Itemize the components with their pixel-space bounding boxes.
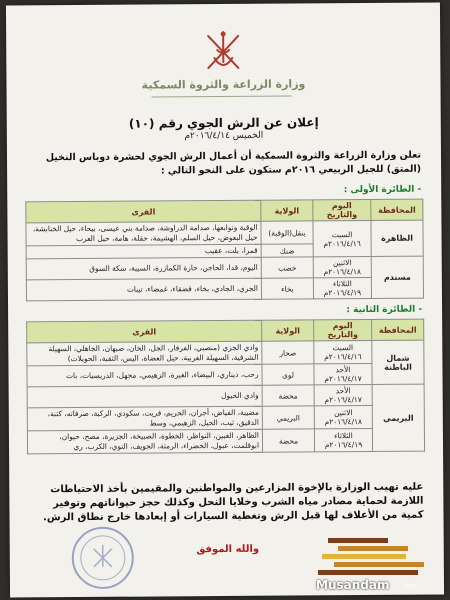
ministry-stamp-icon [68,523,138,593]
villages-cell: اليوم، قدا، الحاجن، حارة الكمازرة، السيبة، سكة السوق [26,257,261,280]
table-row [26,256,423,280]
col-wilayat: الولاية [262,320,314,341]
wilayat-cell: ينقل(الوقبة) [261,221,313,244]
announcement-title: إعلان عن الرش الجوي رقم (١٠) [128,115,319,131]
date-cell: الأحد ٢٠١٦/٤/١٧م [314,363,372,384]
wilayat-cell: بخاء [261,278,313,299]
villages-cell: وادي الحيول [27,385,262,408]
date-cell: الاثنين ٢٠١٦/٤/١٨م [313,256,371,277]
col-date: اليوم والتاريخ [314,319,372,340]
date-cell: الأحد ٢٠١٦/٤/١٧م [314,384,372,405]
announcement-paper [6,2,444,597]
gov-cell: الظاهرة [371,220,423,256]
gov-cell: شمال الباطنة [372,340,424,384]
intro-paragraph: تعلن وزارة الزراعة والثروة السمكية أن أعمال الرش الجوي لحشرة دوباس النخيل (المتق) للجيل الربيعي ٢٠١٦م ستكون على النحو التالي : [45,149,422,177]
header-divider [152,96,292,98]
date-cell: السبت ٢٠١٦/٤/١٦م [314,340,372,363]
watermark-text: Musandam [316,578,390,592]
phase1-table [25,199,424,302]
col-villages: القرى [27,320,262,343]
phase2-label: - الطائرة الثانية : [346,304,423,316]
phase2-table [26,319,425,455]
date-cell: السبت ٢٠١٦/٤/١٦م [313,220,371,256]
col-villages: القرى [26,200,261,223]
col-governorate: المحافظة [371,199,423,220]
announcement-date: الخميس ٢٠١٦/٤/١٤م [184,130,264,142]
col-wilayat: الولاية [261,200,313,221]
wilayat-cell: خصب [261,257,313,278]
table-row [26,277,423,301]
wilayat-cell: محضة [262,385,314,406]
col-governorate: المحافظة [372,319,424,340]
villages-cell: الظاهر، الغبين، النواظر، الخطوة، الصبيخة، الجزيرة، مصح، حيوان، ابوقلمت، عبول، الخضراء، الرمثة، الجويف، النوي، الكرب، ري [27,429,262,454]
table-row [27,384,424,408]
col-date: اليوم والتاريخ [313,199,371,220]
table-row [27,405,424,431]
wilayat-cell: البريمي [262,406,314,429]
gov-cell: مسندم [371,256,423,298]
signoff-text: والله الموفق [196,543,260,556]
villages-cell: رحب، ديناري، البيضاء، الغبرة، الزهيمي، مجهل، الدريسيات، بات [27,364,262,387]
wilayat-cell: محضة [262,429,314,452]
ministry-name: وزارة الزراعة والثروة السمكية [141,77,306,92]
watermark-suffix: .net [402,582,416,590]
villages-cell: الجري، الجادي، بخاء، قضقاء، غمضاء، تيبات [26,278,261,301]
phase1-label: - الطائرة الأولى : [343,184,422,196]
date-cell: الاثنين ٢٠١٦/٤/١٨م [314,405,372,428]
table-row [27,363,424,387]
date-cell: الثلاثاء ٢٠١٦/٤/١٩م [314,428,372,451]
villages-cell: الوقبة وتوابعها، صدامة الدراوشة، صدامة بني عيسى، بيحاء، حيل الخنابشة، حيل البعوض، حيل السلم، الهشيمة، حقلة، هامة، حيل العرب [26,221,261,246]
oman-emblem-icon [202,28,244,76]
table-header-row [26,199,423,223]
table-row [27,340,424,366]
date-cell: الثلاثاء ٢٠١٦/٤/١٩م [313,277,371,298]
wilayat-cell: صحار [262,341,314,364]
table-row [26,220,423,246]
table-row [27,428,424,454]
villages-cell: وادي الجزي (منصبي، الفرفار، الجل، الخان، صبهان، الجاهلي، السهيلة الشرقية، السهيلة الغربية، حيل العضاة، اليس، الثقبة، الحويلات) [27,341,262,366]
closing-paragraph: عليه تهيب الوزارة بالإخوة المزارعين والمواطنين والمقيمين بأخذ الاحتياطات اللازمة لحماية مصادر مياه الشرب وخلايا النحل وكذلك حجز حيواناتهم وتوفير كمية من الأعلاف لها قبل الرش وتغطية السيارات أو إبعادها خارج نطاق الرش. [42,481,424,524]
villages-cell: قمرا، بلت، عقيب [26,244,261,259]
wilayat-cell: ضنك [261,244,313,257]
wilayat-cell: لوى [262,364,314,385]
table-header-row [27,319,424,343]
gov-cell: البريمي [372,384,424,451]
villages-cell: مضيبة، الفياض، أجران، الحريم، قريت، سكودي، الركبة، صرفاته، كتنة، الدقيق، ثيب، الحيل، الزهيمي، وسط [27,406,262,431]
